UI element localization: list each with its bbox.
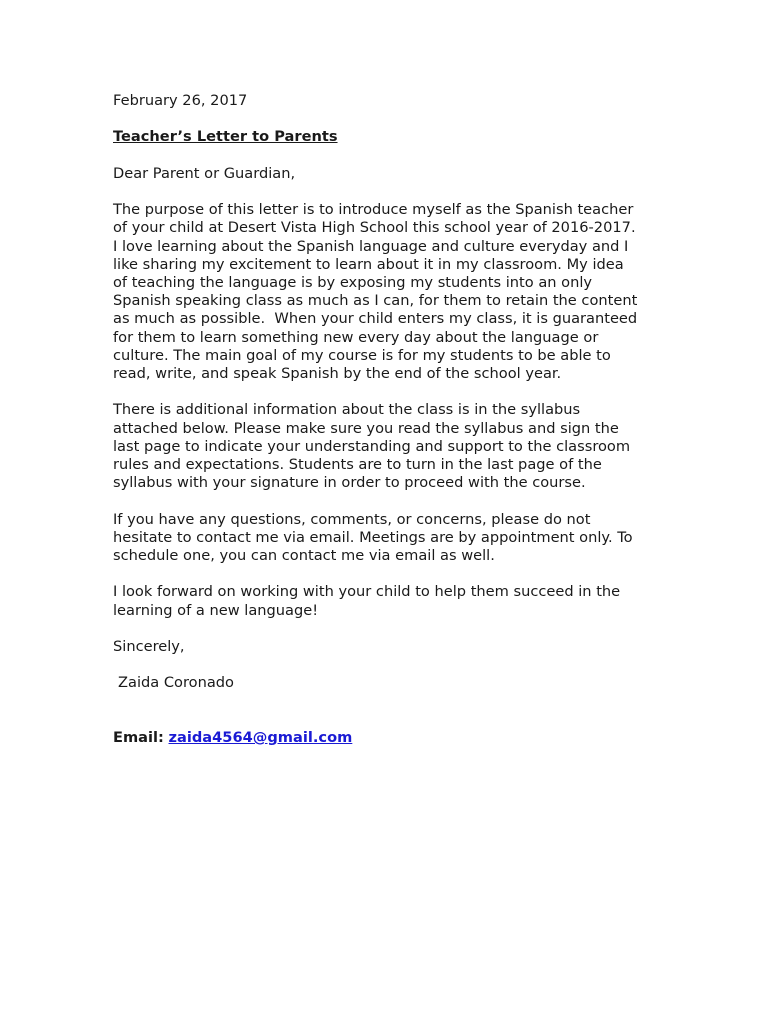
paragraph-line: last page to indicate your understanding and support to the classroom [113,437,631,455]
paragraph-line: of your child at Desert Vista High School this school year of 2016-2017. [113,219,636,237]
paragraph-closing [113,583,673,619]
paragraph-line: There is additional information about the class is in the syllabus [113,401,581,419]
paragraph-line: Spanish speaking class as much as I can, for them to retain the content [113,292,638,310]
paragraph-line: of teaching the language is by exposing my students into an only [113,273,593,291]
signature: Zaida Coronado [118,674,234,692]
salutation: Dear Parent or Guardian, [113,164,296,182]
letter-title: Teacher’s Letter to Parents [113,128,338,146]
paragraph-line: learning of a new language! [113,601,319,619]
paragraph-line: schedule one, you can contact me via email as well. [113,547,495,564]
paragraph-line: rules and expectations. Students are to turn in the last page of the [113,456,602,473]
paragraph-syllabus [113,401,673,492]
letter-title-wrapper [113,128,673,146]
paragraph-line: The purpose of this letter is to introduce myself as the Spanish teacher [113,201,634,219]
paragraph-line: hesitate to contact me via email. Meetings are by appointment only. To [113,528,633,546]
paragraph-contact [113,511,673,566]
email-link[interactable]: zaida4564@gmail.com [168,728,353,746]
email-line [113,729,673,747]
paragraph-line: for them to learn something new every day about the language or [113,328,599,346]
paragraph-line: culture. The main goal of my course is for my students to be able to [113,346,611,364]
paragraph-line: as much as possible. When your child enters my class, it is guaranteed [113,310,638,328]
paragraph-intro [113,201,673,383]
paragraph-line: syllabus with your signature in order to proceed with the course. [113,474,586,492]
closing: Sincerely, [113,637,185,655]
email-label: Email: [113,728,164,746]
paragraph-line: I love learning about the Spanish language and culture everyday and I [113,237,629,255]
paragraph-line: read, write, and speak Spanish by the end of the school year. [113,365,562,382]
letter [113,92,673,747]
paragraph-line: like sharing my excitement to learn about it in my classroom. My idea [113,255,624,273]
paragraph-line: If you have any questions, comments, or concerns, please do not [113,510,591,528]
letter-date: February 26, 2017 [113,92,248,109]
paragraph-line: attached below. Please make sure you read the syllabus and sign the [113,419,619,437]
paragraph-line: I look forward on working with your child to help them succeed in the [113,583,621,601]
